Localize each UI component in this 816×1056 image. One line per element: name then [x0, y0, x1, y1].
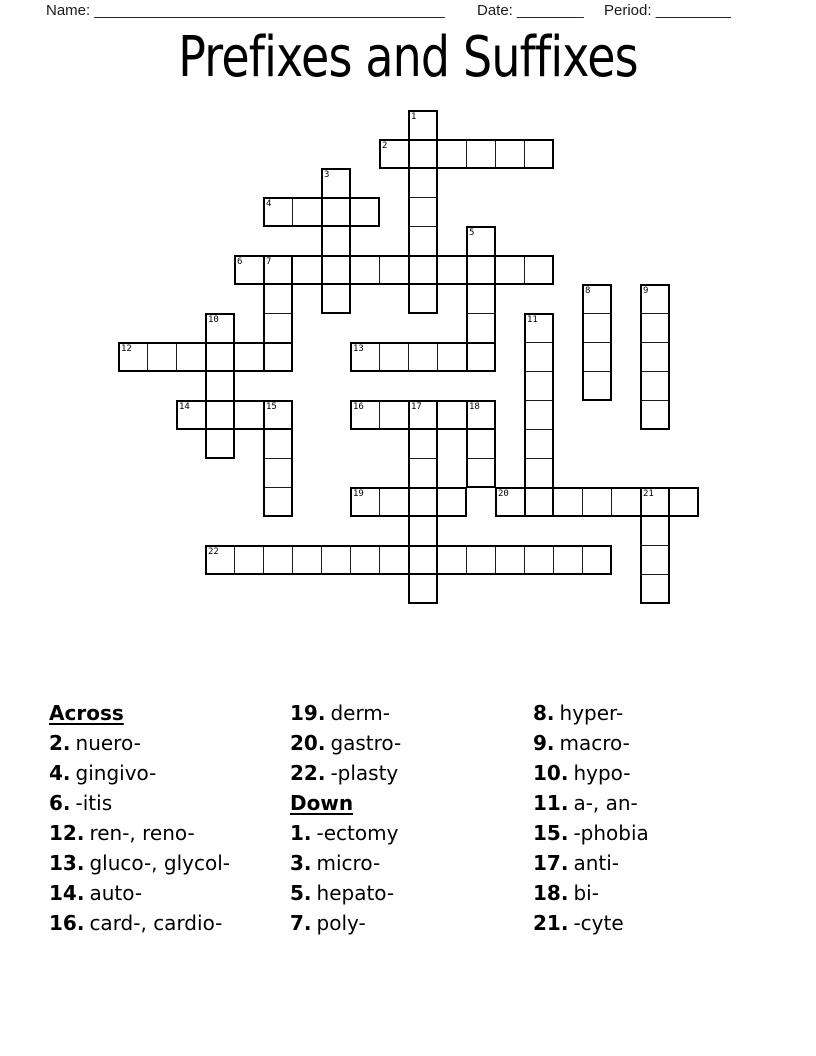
clue-item-text: gingivo-: [75, 761, 157, 785]
grid-cell: [263, 313, 293, 343]
clue-item-number: 20.: [290, 731, 326, 755]
clue-item: [290, 758, 401, 788]
clue-item-text: gluco-, glycol-: [89, 851, 230, 875]
grid-cell: [582, 342, 612, 372]
grid-cell: [350, 545, 380, 575]
clue-item-text: anti-: [573, 851, 619, 875]
clue-number: 15: [266, 402, 277, 412]
grid-cell: [582, 487, 612, 517]
date-field: [477, 0, 584, 22]
clue-item: [49, 848, 230, 878]
grid-cell: [466, 284, 496, 314]
grid-cell: [582, 313, 612, 343]
clue-number: 20: [498, 489, 509, 499]
clue-item-text: micro-: [316, 851, 381, 875]
grid-cell: [408, 168, 438, 198]
grid-cell: [640, 574, 670, 604]
clue-item-number: 4.: [49, 761, 71, 785]
grid-cell: [263, 284, 293, 314]
grid-cell: [466, 313, 496, 343]
clue-item: [533, 698, 649, 728]
clue-number: 22: [208, 547, 219, 557]
grid-cell: [263, 429, 293, 459]
grid-cell: [408, 429, 438, 459]
crossword-grid: [118, 110, 700, 604]
clue-number: 9: [643, 286, 649, 296]
grid-cell: [234, 400, 264, 430]
clue-item-number: 2.: [49, 731, 71, 755]
grid-cell: [408, 255, 438, 285]
grid-cell: [524, 487, 554, 517]
grid-cell: [379, 255, 409, 285]
grid-cell: [524, 458, 554, 488]
grid-cell: [408, 458, 438, 488]
clue-section-heading: Across: [49, 701, 124, 725]
clue-item-number: 1.: [290, 821, 312, 845]
clue-number: 8: [585, 286, 591, 296]
clue-item: [290, 728, 401, 758]
clue-number: 11: [527, 315, 538, 325]
grid-cell: [379, 545, 409, 575]
period-label: Period:: [604, 2, 652, 19]
grid-cell: [379, 342, 409, 372]
clue-number: 3: [324, 170, 330, 180]
clue-number: 4: [266, 199, 272, 209]
clue-number: 17: [411, 402, 422, 412]
clue-number: 14: [179, 402, 190, 412]
clue-number: 5: [469, 228, 475, 238]
clue-item: [49, 908, 230, 938]
clue-item-number: 14.: [49, 881, 85, 905]
grid-cell: [205, 429, 235, 459]
grid-cell: [234, 545, 264, 575]
clue-item-text: hypo-: [573, 761, 631, 785]
clue-section-heading: Down: [290, 791, 354, 815]
clue-item-text: a-, an-: [573, 791, 638, 815]
clue-item-text: macro-: [559, 731, 630, 755]
grid-cell: [582, 371, 612, 401]
grid-cell: [408, 342, 438, 372]
clue-item: [290, 908, 401, 938]
grid-cell: [379, 400, 409, 430]
worksheet-header: [0, 0, 816, 24]
grid-cell: [437, 139, 467, 169]
grid-cell: [669, 487, 699, 517]
clue-item: [533, 758, 649, 788]
clue-number: 12: [121, 344, 132, 354]
clue-item: [533, 848, 649, 878]
clue-number: 10: [208, 315, 219, 325]
grid-cell: [379, 487, 409, 517]
clue-item-text: bi-: [573, 881, 599, 905]
grid-cell: [466, 342, 496, 372]
grid-cell: [408, 284, 438, 314]
grid-cell: [350, 255, 380, 285]
clue-number: 18: [469, 402, 480, 412]
clue-column-3: [533, 698, 649, 938]
grid-cell: [553, 545, 583, 575]
grid-cell: [524, 342, 554, 372]
clue-item-number: 15.: [533, 821, 569, 845]
grid-cell: [263, 342, 293, 372]
clue-item: [533, 908, 649, 938]
clue-item-number: 17.: [533, 851, 569, 875]
grid-cell: [466, 545, 496, 575]
clue-item-number: 18.: [533, 881, 569, 905]
clue-item-text: hepato-: [316, 881, 395, 905]
grid-cell: [408, 139, 438, 169]
grid-cell: [263, 487, 293, 517]
clue-item-text: hyper-: [559, 701, 624, 725]
clue-item-text: -itis: [75, 791, 113, 815]
grid-cell: [640, 545, 670, 575]
grid-cell: [524, 429, 554, 459]
clue-item-number: 11.: [533, 791, 569, 815]
clue-item: [290, 698, 401, 728]
grid-cell: [640, 371, 670, 401]
clue-item-number: 12.: [49, 821, 85, 845]
grid-cell: [466, 429, 496, 459]
clue-number: 21: [643, 489, 654, 499]
grid-cell: [205, 342, 235, 372]
clue-item: [49, 878, 230, 908]
grid-cell: [466, 458, 496, 488]
grid-cell: [437, 255, 467, 285]
grid-cell: [408, 197, 438, 227]
clue-item: [533, 878, 649, 908]
date-label: Date:: [477, 2, 513, 19]
clue-item-number: 19.: [290, 701, 326, 725]
grid-cell: [176, 342, 206, 372]
grid-cell: [321, 226, 351, 256]
clue-number: 1: [411, 112, 417, 122]
period-field: [604, 0, 731, 22]
clue-item: [533, 818, 649, 848]
clue-item-text: -ectomy: [316, 821, 399, 845]
grid-cell: [408, 516, 438, 546]
clue-item-text: poly-: [316, 911, 366, 935]
clue-item-text: nuero-: [75, 731, 141, 755]
clue-number: 7: [266, 257, 272, 267]
clue-item-number: 3.: [290, 851, 312, 875]
grid-cell: [292, 197, 322, 227]
clue-item-number: 21.: [533, 911, 569, 935]
clue-item-number: 16.: [49, 911, 85, 935]
clue-item-text: derm-: [330, 701, 391, 725]
grid-cell: [408, 226, 438, 256]
clue-item-text: ren-, reno-: [89, 821, 195, 845]
clue-item-text: -phobia: [573, 821, 649, 845]
grid-cell: [292, 545, 322, 575]
grid-cell: [408, 487, 438, 517]
name-field: [46, 0, 445, 22]
clue-item: [49, 728, 230, 758]
grid-cell: [524, 255, 554, 285]
clue-item: [49, 758, 230, 788]
grid-cell: [466, 255, 496, 285]
grid-cell: [640, 342, 670, 372]
grid-cell: [437, 342, 467, 372]
clue-item-number: 9.: [533, 731, 555, 755]
clue-item: [290, 818, 401, 848]
grid-cell: [640, 313, 670, 343]
clue-item-text: auto-: [89, 881, 143, 905]
clue-number: 2: [382, 141, 388, 151]
grid-cell: [582, 545, 612, 575]
clue-item: [533, 728, 649, 758]
grid-cell: [611, 487, 641, 517]
grid-cell: [263, 458, 293, 488]
grid-cell: [640, 400, 670, 430]
grid-cell: [524, 400, 554, 430]
period-blank-line: _________: [655, 2, 731, 19]
clue-item: [290, 878, 401, 908]
grid-cell: [437, 487, 467, 517]
grid-cell: [408, 545, 438, 575]
grid-cell: [205, 371, 235, 401]
clue-item-number: 10.: [533, 761, 569, 785]
date-blank-line: ________: [517, 2, 584, 19]
grid-cell: [292, 255, 322, 285]
clue-item-number: 7.: [290, 911, 312, 935]
grid-cell: [640, 516, 670, 546]
clue-item-number: 8.: [533, 701, 555, 725]
clue-item: [49, 788, 230, 818]
clue-number: 19: [353, 489, 364, 499]
grid-cell: [437, 400, 467, 430]
grid-cell: [321, 255, 351, 285]
clue-item: [49, 818, 230, 848]
clue-item-text: -cyte: [573, 911, 624, 935]
grid-cell: [350, 197, 380, 227]
clue-item: [290, 848, 401, 878]
clue-item: [533, 788, 649, 818]
grid-cell: [524, 371, 554, 401]
grid-cell: [524, 139, 554, 169]
clue-item-number: 13.: [49, 851, 85, 875]
grid-cell: [408, 574, 438, 604]
clue-item-number: 5.: [290, 881, 312, 905]
page-title: Prefixes and Suffixes: [178, 25, 638, 90]
grid-cell: [437, 545, 467, 575]
grid-cell: [321, 545, 351, 575]
clue-item-number: 22.: [290, 761, 326, 785]
grid-cell: [495, 545, 525, 575]
grid-cell: [147, 342, 177, 372]
name-label: Name:: [46, 2, 91, 19]
clue-column-1: [49, 698, 230, 938]
grid-cell: [321, 197, 351, 227]
clue-number: 6: [237, 257, 243, 267]
grid-cell: [205, 400, 235, 430]
grid-cell: [553, 487, 583, 517]
clue-item-text: -plasty: [330, 761, 399, 785]
grid-cell: [495, 139, 525, 169]
grid-cell: [234, 342, 264, 372]
clue-item-number: 6.: [49, 791, 71, 815]
grid-cell: [263, 545, 293, 575]
grid-cell: [495, 255, 525, 285]
clue-column-2: [290, 698, 401, 938]
name-blank-line: __________________________________________: [94, 2, 445, 19]
clue-number: 16: [353, 402, 364, 412]
clue-item-text: card-, cardio-: [89, 911, 223, 935]
grid-cell: [321, 284, 351, 314]
grid-cell: [466, 139, 496, 169]
clue-number: 13: [353, 344, 364, 354]
clue-item-text: gastro-: [330, 731, 402, 755]
grid-cell: [524, 545, 554, 575]
